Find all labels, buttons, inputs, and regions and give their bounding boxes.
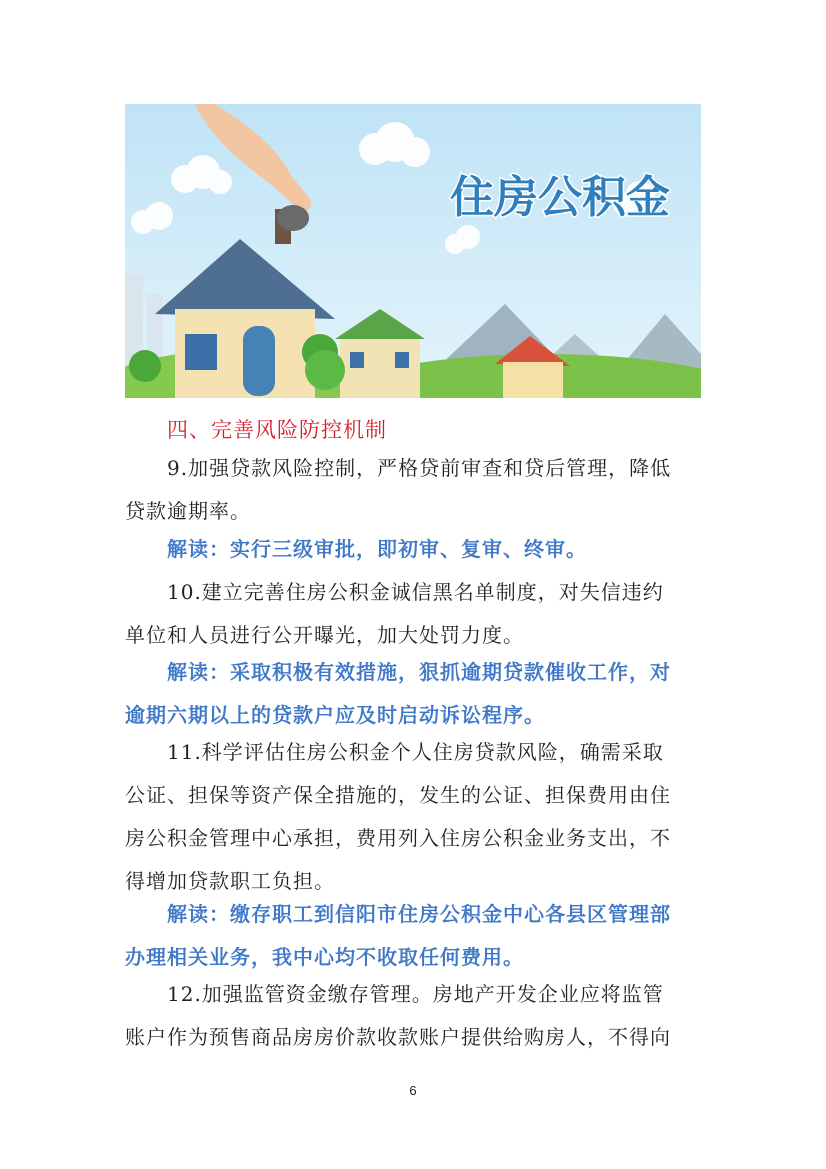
text-line: 12.加强监管资金缴存管理。房地产开发企业应将监管 <box>167 982 664 1006</box>
article-9 <box>125 447 705 533</box>
interpretation-10 <box>125 651 705 737</box>
interpretation-11 <box>125 893 705 979</box>
text-line: 贷款逾期率。 <box>125 499 251 523</box>
text-line: 10.建立完善住房公积金诚信黑名单制度，对失信违约 <box>167 580 664 604</box>
text-line: 办理相关业务，我中心均不收取任何费用。 <box>125 945 524 969</box>
housing-fund-banner-image <box>125 104 701 398</box>
text-line: 9.加强贷款风险控制，严格贷前审查和贷后管理，降低 <box>167 456 672 480</box>
text-line: 得增加贷款职工负担。 <box>125 869 335 893</box>
text-line: 11.科学评估住房公积金个人住房贷款风险，确需采取 <box>167 740 664 764</box>
text-line: 解读：采取积极有效措施，狠抓逾期贷款催收工作，对 <box>167 660 671 684</box>
section-heading: 四、完善风险防控机制 <box>167 418 387 442</box>
page-number: 6 <box>409 1083 417 1098</box>
banner-title: 住房公积金 <box>450 172 670 223</box>
text-line: 单位和人员进行公开曝光，加大处罚力度。 <box>125 623 524 647</box>
interpretation-9 <box>125 528 705 571</box>
article-11 <box>125 731 705 903</box>
text-line: 逾期六期以上的贷款户应及时启动诉讼程序。 <box>125 703 545 727</box>
text-line: 账户作为预售商品房房价款收款账户提供给购房人，不得向 <box>125 1025 671 1049</box>
article-10 <box>125 571 705 657</box>
text-line: 公证、担保等资产保全措施的，发生的公证、担保费用由住 <box>125 783 671 807</box>
text-line: 房公积金管理中心承担，费用列入住房公积金业务支出，不 <box>125 826 671 850</box>
text-line: 解读：缴存职工到信阳市住房公积金中心各县区管理部 <box>167 902 671 926</box>
article-12 <box>125 973 705 1059</box>
text-line: 解读：实行三级审批，即初审、复审、终审。 <box>167 537 587 561</box>
